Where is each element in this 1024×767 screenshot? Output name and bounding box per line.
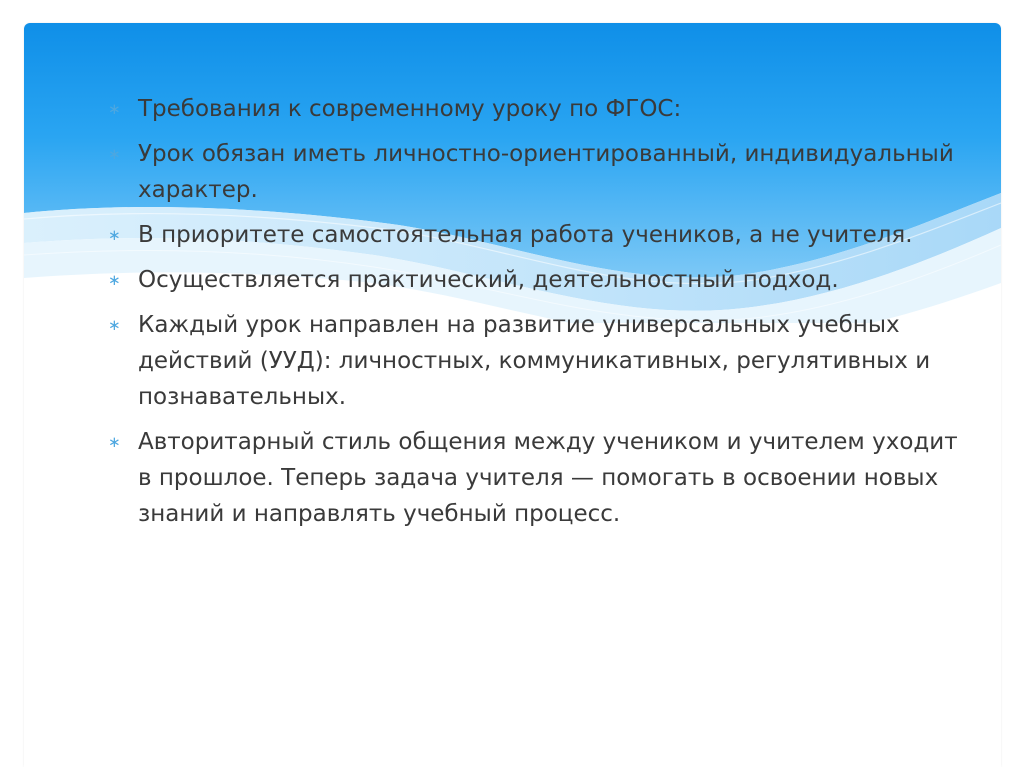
bullet-text: Урок обязан иметь личностно-ориентированный, индивидуальный характер. — [138, 141, 954, 203]
bullet-text: Требования к современному уроку по ФГОС: — [138, 96, 682, 122]
bullet-asterisk-icon: ∗ — [108, 100, 121, 118]
bullet-asterisk-icon: ∗ — [108, 433, 121, 451]
bullet-text: В приоритете самостоятельная работа учеников, а не учителя. — [138, 222, 913, 248]
bullet-asterisk-icon: ∗ — [108, 316, 121, 334]
slide — [24, 23, 1001, 767]
bullet-item-practical-approach — [108, 262, 968, 298]
bullet-item-uud — [108, 307, 968, 415]
bullet-asterisk-icon: ∗ — [108, 271, 121, 289]
bullet-text: Осуществляется практический, деятельностный подход. — [138, 267, 839, 293]
bullet-list — [108, 91, 968, 541]
bullet-item-personal-oriented — [108, 136, 968, 208]
bullet-item-communication-style — [108, 424, 968, 532]
bullet-asterisk-icon: ∗ — [108, 226, 121, 244]
bullet-text: Каждый урок направлен на развитие универсальных учебных действий (УУД): личностных, коммуникативных, регулятивных и познавательных. — [138, 312, 931, 410]
bullet-text: Авторитарный стиль общения между учеником и учителем уходит в прошлое. Теперь задача учителя — помогать в освоении новых знаний и направлять учебный процесс. — [138, 429, 958, 527]
bullet-asterisk-icon: ∗ — [108, 145, 121, 163]
bullet-item-independent-work — [108, 217, 968, 253]
bullet-item-requirements — [108, 91, 968, 127]
